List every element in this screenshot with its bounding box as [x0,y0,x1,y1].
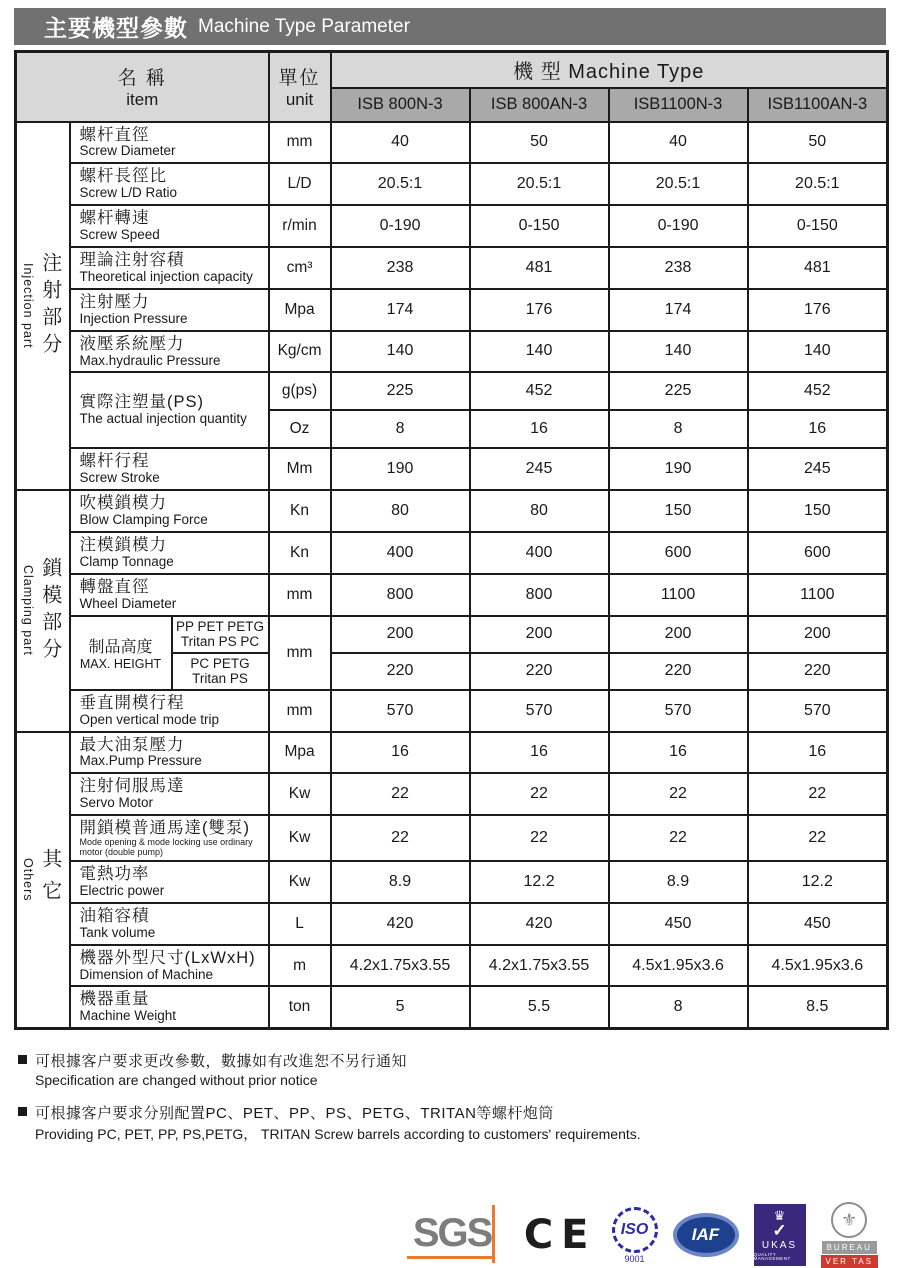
cell-value: 570 [609,690,748,732]
cell-value: 174 [609,289,748,331]
table-row [16,247,888,289]
cell-value: 5 [331,986,470,1028]
row-item-en: Screw Diameter [79,143,176,159]
row-item-en: Max.Pump Pressure [79,753,202,769]
section-injection-part [16,122,70,491]
cell-value: 140 [470,331,609,373]
table-row [16,122,888,164]
table-row [16,532,888,574]
header-item [16,52,269,122]
header-model-isb1100n3: ISB1100N-3 [609,88,748,122]
row-item-zh: 理論注射容積 [79,250,185,269]
cell-value: 220 [331,653,470,690]
cell-value: 481 [748,247,888,289]
cell-value: 570 [470,690,609,732]
row-item [70,815,269,861]
cell-value: 481 [470,247,609,289]
cell-value: 4.5x1.95x3.6 [748,945,888,987]
sgs-orange-line-horizontal [407,1256,495,1259]
row-unit: Mm [269,448,331,490]
cell-value: 20.5:1 [748,163,888,205]
row-item [70,122,269,164]
row-item-en: Blow Clamping Force [79,512,208,528]
table-row [16,616,888,653]
row-item-en: Machine Weight [79,1008,177,1024]
row-item [70,945,269,987]
cell-value: 20.5:1 [331,163,470,205]
bureau-veritas-emblem-icon: ⚜ [831,1202,867,1238]
cell-value: 150 [609,490,748,532]
table-row [16,289,888,331]
max-height-label [70,616,172,690]
sgs-logo-text: SGS [412,1211,492,1256]
cell-value: 40 [609,122,748,164]
iso-9001-text: 9001 [624,1253,645,1264]
row-unit: mm [269,690,331,732]
cell-value: 20.5:1 [609,163,748,205]
cell-value: 238 [609,247,748,289]
row-item-en: Theoretical injection capacity [79,268,253,284]
row-unit: Kg/cm [269,331,331,373]
cell-value: 140 [609,331,748,373]
row-item-zh: 垂直開模行程 [79,693,185,712]
cell-value: 1100 [609,574,748,616]
cell-value: 12.2 [748,861,888,903]
cell-value: 452 [470,372,609,410]
row-unit: Kw [269,861,331,903]
cell-value: 220 [609,653,748,690]
header-item-en: item [126,90,159,110]
row-unit: mm [269,574,331,616]
row-item [70,773,269,815]
row-item [70,903,269,945]
row-unit: r/min [269,205,331,247]
row-item-en: The actual injection quantity [79,411,247,427]
row-item [70,532,269,574]
cell-value: 600 [609,532,748,574]
cell-value: 220 [470,653,609,690]
row-unit: Oz [269,410,331,448]
row-unit: Mpa [269,732,331,774]
iaf-logo [673,1213,739,1257]
cell-value: 22 [748,815,888,861]
section-clamping-zh: 鎖模部分 [38,556,61,665]
row-item-en: Open vertical mode trip [79,711,220,727]
cell-value: 400 [331,532,470,574]
table-row [16,773,888,815]
cell-value: 40 [331,122,470,164]
sgs-orange-line-vertical [492,1205,495,1263]
row-item-en: Dimension of Machine [79,966,214,982]
ukas-logo [754,1204,806,1266]
row-item [70,574,269,616]
row-item-en: Servo Motor [79,795,154,811]
cell-value: 0-190 [609,205,748,247]
section-clamping-part [16,490,70,731]
cell-value: 22 [609,773,748,815]
row-item-en: Injection Pressure [79,310,188,326]
footnote-2-en: Providing PC, PET, PP, PS,PETG， TRITAN Screw barrels according to customers' requirements. [35,1126,641,1143]
row-item-en: Max.hydraulic Pressure [79,352,221,368]
cell-value: 420 [470,903,609,945]
table-row [16,732,888,774]
cell-value: 50 [748,122,888,164]
ukas-text: UKAS [761,1239,798,1251]
section-others-zh: 其它 [38,847,61,912]
max-height-materials-1: PP PET PETG Tritan PS PC [172,616,269,653]
footnote-1-zh: 可根據客户要求更改參數，數據如有改進恕不另行通知 [35,1053,408,1071]
row-item-en: Screw Stroke [79,470,160,486]
checkmark-icon: ✓ [772,1220,787,1240]
cell-value: 200 [609,616,748,653]
row-item-en: Screw Speed [79,227,160,243]
row-item-zh: 開鎖模普通馬達(雙泵) [79,819,250,838]
row-unit: Kw [269,815,331,861]
header-unit-zh: 單位 [278,68,321,90]
table-row [16,331,888,373]
row-unit: Kw [269,773,331,815]
cell-value: 220 [748,653,888,690]
section-others-en: Others [20,858,35,902]
cell-value: 22 [609,815,748,861]
table-row [16,372,888,410]
row-item-en: Mode opening & mode locking use ordinary motor (double pump) [79,837,253,857]
row-item [70,861,269,903]
cell-value: 225 [609,372,748,410]
footnote-2 [18,1102,886,1144]
cell-value: 5.5 [470,986,609,1028]
certification-logos [0,1202,878,1268]
table-header-row [16,52,888,88]
table-row [16,163,888,205]
row-item-zh: 注射伺服馬達 [79,777,185,796]
iso-9001-logo [612,1207,658,1264]
row-unit: g(ps) [269,372,331,410]
cell-value: 16 [748,410,888,448]
cell-value: 140 [748,331,888,373]
cell-value: 570 [331,690,470,732]
iaf-badge-oval [673,1213,739,1257]
cell-value: 600 [748,532,888,574]
row-item-en: Screw L/D Ratio [79,185,178,201]
cell-value: 245 [470,448,609,490]
cell-value: 150 [748,490,888,532]
cell-value: 238 [331,247,470,289]
row-item-zh: 螺杆行程 [79,452,150,471]
header-model-isb800n3: ISB 800N-3 [331,88,470,122]
row-unit: ton [269,986,331,1028]
table-row [16,448,888,490]
cell-value: 800 [470,574,609,616]
row-unit: Mpa [269,289,331,331]
crown-icon: ♛ [773,1207,786,1223]
table-row [16,205,888,247]
row-item [70,732,269,774]
row-item [70,331,269,373]
cell-value: 400 [470,532,609,574]
cell-value: 8 [609,410,748,448]
footnote-1-en: Specification are changed without prior notice [35,1072,318,1089]
row-item [70,490,269,532]
cell-value: 200 [748,616,888,653]
max-height-zh: 制品高度 [88,639,153,657]
cell-value: 570 [748,690,888,732]
row-unit: m [269,945,331,987]
row-item-zh: 油箱容積 [79,906,150,925]
row-item-en: Clamp Tonnage [79,553,174,569]
cell-value: 450 [748,903,888,945]
cell-value: 16 [470,410,609,448]
header-machine-type: 機 型 Machine Type [331,52,888,88]
cell-value: 16 [609,732,748,774]
row-item-zh: 注射壓力 [79,292,150,311]
row-item-zh: 吹模鎖模力 [79,494,167,513]
row-item-zh: 最大油泵壓力 [79,735,185,754]
section-clamping-en: Clamping part [20,565,35,657]
row-item-en: Wheel Diameter [79,595,177,611]
cell-value: 22 [331,815,470,861]
table-row [16,690,888,732]
cell-value: 176 [748,289,888,331]
row-item [70,372,269,448]
cell-value: 8.9 [609,861,748,903]
page-title-en: Machine Type Parameter [198,15,410,37]
table-row [16,861,888,903]
cell-value: 450 [609,903,748,945]
cell-value: 4.5x1.95x3.6 [609,945,748,987]
cell-value: 8 [331,410,470,448]
cell-value: 80 [331,490,470,532]
section-others [16,732,70,1029]
cell-value: 20.5:1 [470,163,609,205]
veritas-text: VER TAS [821,1255,879,1268]
cell-value: 140 [331,331,470,373]
max-height-materials-2: PC PETG Tritan PS [172,653,269,690]
section-injection-zh: 注射部分 [38,251,61,360]
table-row [16,574,888,616]
cell-value: 12.2 [470,861,609,903]
ce-mark-text: CE [523,1212,597,1259]
header-model-isb800an3: ISB 800AN-3 [470,88,609,122]
cell-value: 22 [470,815,609,861]
cell-value: 80 [470,490,609,532]
ce-mark-logo [524,1212,597,1258]
cell-value: 0-150 [748,205,888,247]
row-unit: Kn [269,490,331,532]
cell-value: 800 [331,574,470,616]
row-unit: mm [269,122,331,164]
iso-badge-circle [612,1207,658,1253]
iaf-text: IAF [691,1225,720,1245]
cell-value: 4.2x1.75x3.55 [470,945,609,987]
cell-value: 0-190 [331,205,470,247]
row-unit: L [269,903,331,945]
cell-value: 176 [470,289,609,331]
square-bullet-icon [18,1107,27,1116]
table-row [16,815,888,861]
cell-value: 22 [331,773,470,815]
square-bullet-icon [18,1055,27,1064]
cell-value: 4.2x1.75x3.55 [331,945,470,987]
page-title-zh: 主要機型參數 [44,15,188,41]
row-item-zh: 機器重量 [79,990,150,1009]
cell-value: 200 [331,616,470,653]
footnote-2-zh: 可根據客户要求分别配置PC、PET、PP、PS、PETG、TRITAN等螺杆炮筒 [35,1105,554,1123]
row-unit: cm³ [269,247,331,289]
row-item-zh: 螺杆長徑比 [79,167,167,186]
row-item [70,690,269,732]
cell-value: 16 [470,732,609,774]
cell-value: 200 [470,616,609,653]
header-unit-en: unit [285,90,314,110]
row-item [70,448,269,490]
header-model-isb1100an3: ISB1100AN-3 [748,88,888,122]
row-item-zh: 實際注塑量(PS) [79,393,204,412]
cell-value: 16 [748,732,888,774]
cell-value: 50 [470,122,609,164]
bureau-text: BUREAU [822,1241,877,1254]
table-row [16,903,888,945]
cell-value: 8 [609,986,748,1028]
row-item-zh: 機器外型尺寸(LxWxH) [79,948,256,967]
ukas-subtext: QUALITY MANAGEMENT [753,1251,791,1262]
cell-value: 0-150 [470,205,609,247]
machine-parameter-table [14,50,889,1030]
table-row [16,945,888,987]
row-item [70,205,269,247]
table-row [16,490,888,532]
cell-value: 22 [748,773,888,815]
row-unit: Kn [269,532,331,574]
row-item [70,986,269,1028]
row-item [70,247,269,289]
cell-value: 8.5 [748,986,888,1028]
footnotes [18,1050,886,1144]
max-height-en: MAX. HEIGHT [79,657,162,672]
row-item-zh: 液壓系統壓力 [79,334,185,353]
row-item [70,163,269,205]
cell-value: 174 [331,289,470,331]
row-item-zh: 電熱功率 [79,864,150,883]
header-unit [269,52,331,122]
row-unit: mm [269,616,331,690]
footnote-1 [18,1050,886,1088]
cell-value: 245 [748,448,888,490]
cell-value: 16 [331,732,470,774]
sgs-logo [413,1209,509,1261]
iso-text: ISO [620,1220,649,1238]
cell-value: 1100 [748,574,888,616]
row-item-en: Electric power [79,882,165,898]
bureau-veritas-logo [821,1202,879,1268]
cell-value: 420 [331,903,470,945]
cell-value: 452 [748,372,888,410]
header-item-zh: 名 稱 [117,68,167,90]
row-item-zh: 注模鎖模力 [79,536,167,554]
page-title-bar [14,8,886,45]
cell-value: 190 [609,448,748,490]
row-item [70,289,269,331]
cell-value: 190 [331,448,470,490]
table-row [16,986,888,1028]
cell-value: 22 [470,773,609,815]
row-unit: L/D [269,163,331,205]
row-item-zh: 轉盤直徑 [79,577,150,596]
row-item-zh: 螺杆轉速 [79,209,150,228]
cell-value: 225 [331,372,470,410]
row-item-zh: 螺杆直徑 [79,125,150,144]
section-injection-en: Injection part [20,263,35,349]
row-item-en: Tank volume [79,924,156,940]
cell-value: 8.9 [331,861,470,903]
